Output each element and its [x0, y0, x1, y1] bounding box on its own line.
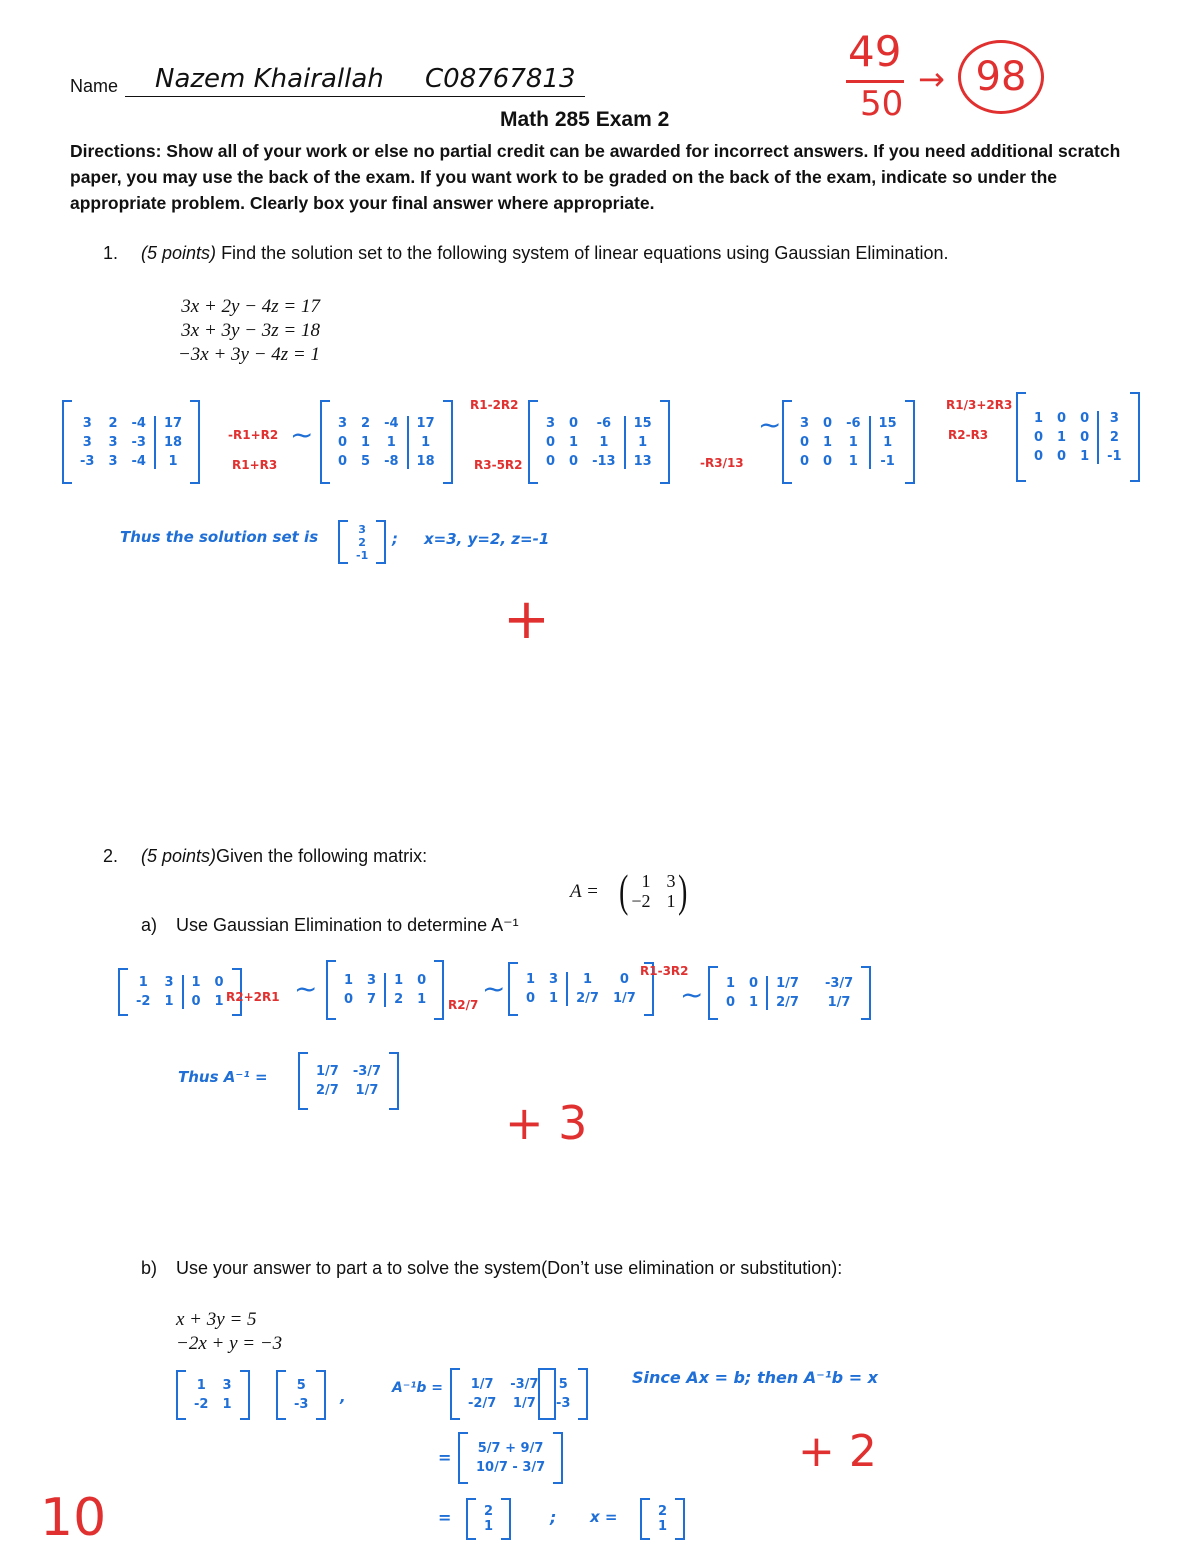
- p2b-inv-label: A⁻¹b =: [392, 1380, 443, 1396]
- matrix-entry: 1: [222, 1397, 232, 1412]
- p2b-final: [466, 1498, 511, 1540]
- matrix-entry: 3: [108, 453, 118, 469]
- matrix-entry: -2/7: [468, 1396, 497, 1411]
- p1-semicolon: ;: [392, 530, 398, 548]
- matrix-entry: 0: [546, 434, 556, 450]
- student-name: Nazem Khairallah: [155, 64, 384, 94]
- p2a-tilde-2: ~: [482, 972, 506, 1005]
- p1-op-2a: R1-2R2: [470, 398, 519, 412]
- matrix-entry: 2: [361, 415, 371, 431]
- matrix-entry: 1: [582, 972, 593, 987]
- p2b-eq-1: x + 3y = 5: [176, 1309, 257, 1330]
- p1-matrix-5: [1016, 392, 1140, 482]
- p1-op-1a: -R1+R2: [228, 428, 279, 442]
- matrix-entry: 1: [196, 1378, 206, 1393]
- matrix-entry: 18: [163, 434, 183, 450]
- p2b-final-x: [640, 1498, 685, 1540]
- matrix-entry: 3: [82, 415, 92, 431]
- p1-op-1b: R1+R3: [232, 458, 278, 472]
- matrix-entry: -4: [131, 415, 146, 431]
- matrix-entry: -3/7: [510, 1377, 539, 1392]
- matrix-entry: 1: [823, 434, 833, 450]
- matrix-entry: 3: [82, 434, 92, 450]
- matrix-entry: -3: [294, 1397, 309, 1412]
- score-denominator: 50: [860, 84, 904, 124]
- p1-prompt-line: [141, 243, 1121, 264]
- p2a-text: Use Gaussian Elimination to determine A⁻¹: [176, 915, 519, 935]
- matrix-entry: 0: [749, 976, 759, 991]
- p2b-eq-2: −2x + y = −3: [176, 1333, 283, 1354]
- matrix-entry: 1/7: [776, 976, 799, 991]
- matrix-entry: 0: [417, 973, 427, 988]
- matrix-entry: 3: [222, 1378, 232, 1393]
- matrix-entry: 0: [1080, 429, 1090, 445]
- page-title: Math 285 Exam 2: [500, 108, 670, 131]
- matrix-entry: 3: [108, 434, 118, 450]
- matrix-entry: 1: [138, 975, 148, 990]
- p1-eq-3: −3x + 3y − 4z = 1: [177, 344, 320, 365]
- p1-op-3: -R3/13: [700, 456, 744, 470]
- p2-points: (5 points): [141, 846, 217, 866]
- name-field: [125, 64, 585, 97]
- matrix-entry: 0: [800, 434, 810, 450]
- p1-solution-vector: [338, 520, 386, 564]
- matrix-entry: 0: [823, 415, 833, 431]
- p1-tilde-1: ~: [290, 418, 314, 451]
- directions: Directions: Show all of your work or else no partial credit can be awarded for incorrect answers. If you need additional scratch paper, you may use the back of the exam. If you want work to be graded on the back of the exam, indicate so under the appropriate problem. Clearly box your final answer where appropriate.: [70, 141, 1121, 213]
- matrix-entry: -4: [384, 415, 399, 431]
- matrix-entry: 17: [163, 415, 183, 431]
- matrix-entry: 0: [546, 453, 556, 469]
- matrix-entry: 2: [484, 1504, 494, 1519]
- matrix-entry: 0: [338, 434, 348, 450]
- p1-grade-mark: +: [503, 587, 550, 652]
- matrix-entry: 2: [358, 535, 366, 549]
- matrix-entry: 1: [386, 434, 396, 450]
- matrix-entry: 18: [416, 453, 435, 469]
- p2-prompt: Given the following matrix:: [216, 846, 428, 866]
- matrix-entry: 0: [338, 453, 348, 469]
- p1-prompt: Find the solution set to the following system of linear equations using Gaussian Elimination.: [221, 243, 949, 263]
- matrix-entry: 15: [878, 415, 897, 431]
- p2a-tilde-3: ~: [680, 978, 704, 1011]
- matrix-entry: 0: [1034, 429, 1044, 445]
- p2-number: 2.: [103, 846, 119, 866]
- p2b-text: Use your answer to part a to solve the system(Don’t use elimination or substitution):: [176, 1258, 843, 1278]
- p1-op-4b: R2-R3: [948, 428, 989, 442]
- matrix-entry: 2: [394, 992, 404, 1007]
- matrix-entry: 1: [214, 994, 224, 1009]
- matrix-entry: 1: [526, 972, 536, 987]
- p2b-step-1: [458, 1432, 563, 1484]
- p1-tilde-2: ~: [758, 408, 782, 441]
- matrix-entry: 1: [666, 891, 676, 911]
- matrix-entry: 3: [358, 522, 366, 536]
- matrix-entry: 0: [1080, 410, 1090, 426]
- matrix-entry: 5: [361, 453, 371, 469]
- p2a-result-text: Thus A⁻¹ =: [178, 1068, 268, 1086]
- matrix-entry: 1: [421, 434, 431, 450]
- p1-points: (5 points): [141, 243, 217, 263]
- p1-matrix-4: [782, 400, 915, 484]
- p2b-equals-1: =: [438, 1448, 452, 1467]
- matrix-entry: 0: [619, 972, 629, 987]
- matrix-entry: -4: [131, 453, 146, 469]
- matrix-entry: 1: [191, 975, 201, 990]
- matrix-entry: 2: [1109, 429, 1119, 445]
- student-id: C08767813: [425, 64, 576, 94]
- matrix-entry: 3: [367, 973, 377, 988]
- matrix-entry: 17: [416, 415, 435, 431]
- matrix-entry: 2/7: [316, 1083, 339, 1098]
- matrix-entry: 1: [883, 434, 893, 450]
- score-numerator: 49: [848, 27, 902, 76]
- p2-matrix-label: A =: [570, 881, 599, 902]
- matrix-entry: -1: [880, 453, 895, 469]
- p2a-result-matrix: [298, 1052, 399, 1110]
- p1-matrix-3: [528, 400, 670, 484]
- matrix-entry: 1/7: [316, 1064, 339, 1079]
- matrix-entry: 1: [168, 453, 178, 469]
- matrix-entry: 3: [1109, 410, 1119, 426]
- matrix-entry: 1: [848, 453, 858, 469]
- matrix-entry: -2: [136, 994, 151, 1009]
- matrix-entry: 1: [658, 1519, 668, 1534]
- matrix-entry: 2: [658, 1504, 668, 1519]
- p2b-equations: [176, 1308, 282, 1356]
- p1-solution-values: x=3, y=2, z=-1: [424, 530, 550, 548]
- matrix-entry: 3: [338, 415, 348, 431]
- p2a-work-2: [326, 960, 444, 1020]
- matrix-entry: 1: [549, 991, 559, 1006]
- matrix-entry: 2: [108, 415, 118, 431]
- matrix-entry: -6: [846, 415, 861, 431]
- matrix-entry: 0: [800, 453, 810, 469]
- p2b-note: Since Ax = b; then A⁻¹b = x: [632, 1368, 878, 1387]
- p2a-op-3: R1-3R2: [640, 964, 689, 978]
- p1-equations: [128, 295, 320, 367]
- matrix-entry: 0: [1057, 410, 1067, 426]
- matrix-entry: 0: [191, 994, 201, 1009]
- matrix-entry: 0: [526, 991, 536, 1006]
- score-percent-circle: [958, 40, 1044, 114]
- p1-eq-2: 3x + 3y − 3z = 18: [181, 320, 320, 341]
- matrix-entry: 0: [344, 992, 354, 1007]
- matrix-entry: 1/7: [470, 1377, 494, 1392]
- matrix-entry: ): [678, 865, 688, 916]
- matrix-entry: 5: [296, 1378, 306, 1393]
- p2-total-mark: 10: [40, 1488, 107, 1548]
- name-label: Name: [70, 76, 119, 96]
- matrix-entry: -6: [596, 415, 612, 431]
- matrix-entry: -3: [80, 453, 95, 469]
- matrix-entry: 0: [214, 975, 224, 990]
- matrix-entry: (: [619, 865, 629, 916]
- matrix-entry: 0: [823, 453, 833, 469]
- p2b-equals-2: =: [438, 1508, 452, 1527]
- matrix-entry: -3: [556, 1396, 571, 1411]
- matrix-entry: 1/7: [355, 1083, 379, 1098]
- p2a-grade-mark: + 3: [505, 1096, 588, 1150]
- matrix-entry: −2: [631, 891, 651, 911]
- p1-matrix-2: [320, 400, 453, 484]
- matrix-entry: 1: [848, 434, 858, 450]
- p2b-coef-matrix: [176, 1370, 250, 1420]
- matrix-entry: 1: [638, 434, 648, 450]
- matrix-entry: -13: [592, 453, 616, 469]
- p1-op-4a: R1/3+2R3: [946, 398, 1013, 412]
- matrix-entry: 0: [1057, 448, 1067, 464]
- matrix-entry: 1/7: [612, 991, 636, 1006]
- matrix-entry: 7: [367, 992, 377, 1007]
- matrix-entry: 3: [549, 972, 559, 987]
- p2b-semicolon: ;: [550, 1508, 557, 1527]
- matrix-entry: -3/7: [352, 1064, 382, 1079]
- matrix-entry: 3: [800, 415, 810, 431]
- matrix-entry: 0: [1034, 448, 1044, 464]
- matrix-entry: 1: [164, 994, 174, 1009]
- matrix-entry: 1/7: [827, 995, 851, 1010]
- matrix-entry: 1/7: [512, 1396, 536, 1411]
- matrix-entry: -2: [194, 1397, 209, 1412]
- matrix-entry: 1: [569, 434, 579, 450]
- matrix-entry: 1: [1080, 448, 1090, 464]
- p2-matrix-A: [616, 865, 691, 916]
- p1-number: 1.: [103, 243, 119, 263]
- matrix-entry: 1: [344, 973, 354, 988]
- p2a-op-2: R2/7: [448, 998, 479, 1012]
- p2a-work-3: [508, 962, 654, 1016]
- p2b-grade-mark: + 2: [798, 1426, 877, 1477]
- matrix-entry: 1: [361, 434, 371, 450]
- matrix-entry: 15: [633, 415, 652, 431]
- matrix-entry: -8: [384, 453, 399, 469]
- p2b-rhs-vector-2: [538, 1368, 588, 1420]
- p1-op-2b: R3-5R2: [474, 458, 523, 472]
- matrix-entry: 0: [569, 453, 579, 469]
- matrix-entry: 1: [749, 995, 759, 1010]
- p2a-tilde-1: ~: [294, 972, 318, 1005]
- score-fraction-bar: [846, 80, 904, 83]
- p2a-work-4: [708, 966, 871, 1020]
- p2b-x-label: x =: [590, 1508, 618, 1526]
- matrix-entry: 1: [726, 976, 736, 991]
- p2b-comma: ,: [340, 1388, 346, 1406]
- matrix-entry: 1: [1034, 410, 1044, 426]
- matrix-entry: 1: [484, 1519, 494, 1534]
- p2-prompt-line: [141, 846, 427, 867]
- p2a-op-1: R2+2R1: [226, 990, 280, 1004]
- matrix-entry: 0: [726, 995, 736, 1010]
- p1-solution-text: Thus the solution set is: [120, 528, 319, 546]
- matrix-entry: -3/7: [824, 976, 854, 991]
- matrix-entry: 1: [599, 434, 609, 450]
- p2a-label: a): [141, 915, 158, 935]
- matrix-entry: -1: [1107, 448, 1122, 464]
- p2b-rhs-vector: [276, 1370, 326, 1420]
- p1-matrix-1: [62, 400, 200, 484]
- matrix-entry: 1: [641, 871, 651, 891]
- matrix-entry: 1: [417, 992, 427, 1007]
- matrix-entry: 2/7: [776, 995, 799, 1010]
- matrix-entry: 0: [569, 415, 579, 431]
- matrix-entry: -3: [131, 434, 146, 450]
- score-percent: 98: [975, 54, 1027, 100]
- matrix-entry: 10/7 - 3/7: [476, 1460, 546, 1475]
- matrix-entry: 1: [394, 973, 404, 988]
- matrix-entry: 13: [633, 453, 652, 469]
- score-arrow-icon: →: [918, 60, 945, 98]
- p2a-work-1: [118, 968, 242, 1016]
- matrix-entry: 3: [666, 871, 676, 891]
- p2b-label: b): [141, 1258, 158, 1278]
- matrix-entry: 5/7 + 9/7: [477, 1441, 544, 1456]
- p1-eq-1: 3x + 2y − 4z = 17: [181, 296, 320, 317]
- matrix-entry: 3: [546, 415, 556, 431]
- matrix-entry: 2/7: [576, 991, 599, 1006]
- matrix-entry: -1: [356, 548, 369, 562]
- matrix-entry: 5: [558, 1377, 568, 1392]
- matrix-entry: 3: [164, 975, 174, 990]
- matrix-entry: 1: [1057, 429, 1067, 445]
